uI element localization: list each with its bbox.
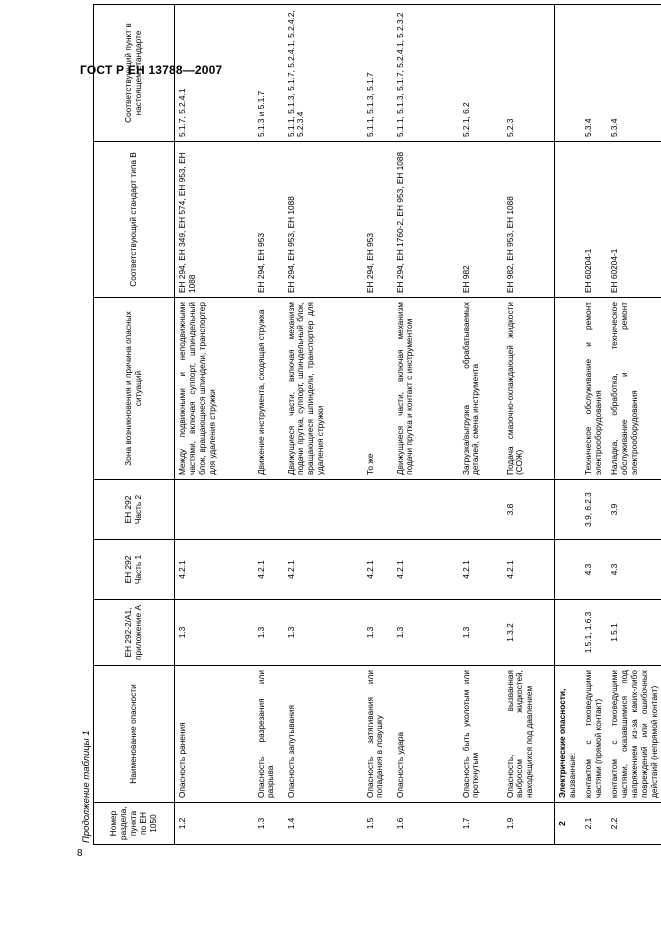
hazards-table bbox=[93, 4, 661, 845]
clause-ref: 5.2.1, 6.2 bbox=[459, 5, 503, 142]
clause-ref: 5.1.1, 5.1.3, 5.1.7, 5.2.4.1, 5.2.3.2 bbox=[393, 5, 459, 142]
en292-part2-ref bbox=[175, 480, 254, 540]
row-number: 1.5 bbox=[363, 803, 393, 845]
table-header-row bbox=[94, 5, 175, 845]
hazard-zone: Техническое обслуживание и ремонт электрооборудования bbox=[581, 298, 607, 480]
row-number: 1.7 bbox=[459, 803, 503, 845]
en292-part1-ref: 4.2.1 bbox=[175, 540, 254, 600]
type-b-standard: ЕН 60204-1 bbox=[581, 142, 607, 298]
hazard-name: Опасность быть уколотым или проткнутым bbox=[459, 666, 503, 803]
section-title: Электрические опасности, bbox=[557, 688, 567, 798]
type-b-standard: ЕН 982 bbox=[459, 142, 503, 298]
clause-ref: 5.1.1, 5.1.3, 5.1.7 bbox=[363, 5, 393, 142]
en292-part2-ref bbox=[363, 480, 393, 540]
col-header-annex-a: ЕН 292-2/А1, приложение А bbox=[94, 600, 175, 666]
table-row bbox=[284, 5, 363, 845]
en292-part1-ref: 4.3 bbox=[607, 540, 661, 600]
annex-a-ref: 1.5.1 bbox=[607, 600, 661, 666]
row-number: 1.4 bbox=[284, 803, 363, 845]
row-number: 1.2 bbox=[175, 803, 254, 845]
hazard-zone: То же bbox=[363, 298, 393, 480]
en292-part1-ref: 4.3 bbox=[581, 540, 607, 600]
type-b-standard: ЕН 294, ЕН 953, ЕН 1088 bbox=[284, 142, 363, 298]
type-b-standard: ЕН 982, ЕН 953, ЕН 1088 bbox=[503, 142, 555, 298]
col-header-hazard-name: Наименование опасности bbox=[94, 666, 175, 803]
row-number: 1.9 bbox=[503, 803, 555, 845]
hazard-name: Опасность затягивания или попадания в ловушку bbox=[363, 666, 393, 803]
annex-a-ref: 1.3 bbox=[284, 600, 363, 666]
hazard-name: Опасность, вызванная выбросом жидкостей, находящихся под давлением bbox=[503, 666, 555, 803]
table-row bbox=[459, 5, 503, 845]
section-subtitle: вызванные: bbox=[566, 752, 577, 798]
row-number: 1.3 bbox=[254, 803, 284, 845]
type-b-standard: ЕН 294, ЕН 953 bbox=[363, 142, 393, 298]
table-row bbox=[581, 5, 607, 845]
en292-part2-ref bbox=[393, 480, 459, 540]
annex-a-ref: 1.3.2 bbox=[503, 600, 555, 666]
hazard-name: Опасность разрезания или разрыва bbox=[254, 666, 284, 803]
hazard-zone: Загрузка/выгрузка обрабатываемых деталей, смена инструмента bbox=[459, 298, 503, 480]
table-caption: Продолжение таблицы 1 bbox=[81, 730, 92, 843]
col-header-en292-part1: ЕН 292 Часть 1 bbox=[94, 540, 175, 600]
en292-part2-ref bbox=[459, 480, 503, 540]
hazard-zone: Между подвижными и неподвижными частями, включая суппорт, шпиндельный блок, вращающиеся шпиндели, транспортер для удаления стружки bbox=[175, 298, 254, 480]
col-header-en292-part2: ЕН 292 Часть 2 bbox=[94, 480, 175, 540]
hazard-zone: Движущиеся части, включая механизм подачи прутка и контакт с инструментом bbox=[393, 298, 459, 480]
clause-ref: 5.1.1, 5.1.3, 5.1.7, 5.2.4.1, 5.2.4.2, 5.2.3.4 bbox=[284, 5, 363, 142]
annex-a-ref: 1.3 bbox=[254, 600, 284, 666]
hazard-name: контактом с токоведущими частями (прямой контакт) bbox=[581, 666, 607, 803]
annex-a-ref: 1.3 bbox=[393, 600, 459, 666]
en292-part1-ref: 4.2.1 bbox=[459, 540, 503, 600]
annex-a-ref: 1.5.1, 1.6.3 bbox=[581, 600, 607, 666]
en292-part2-ref bbox=[284, 480, 363, 540]
clause-ref: 5.2.3 bbox=[503, 5, 555, 142]
en292-part1-ref: 4.2.1 bbox=[363, 540, 393, 600]
col-header-zone: Зона возникновения и причина опасных ситуаций bbox=[94, 298, 175, 480]
type-b-standard: ЕН 60204-1 bbox=[607, 142, 661, 298]
annex-a-ref: 1.3 bbox=[459, 600, 503, 666]
hazard-zone: Подача смазочно-охлаждающей жидкости (СОЖ) bbox=[503, 298, 555, 480]
hazard-name: контактом с токоведущими частями, оказавшимися под напряжением из-за каких-либо повреждений или ошибочных действий (непрямой контакт) bbox=[607, 666, 661, 803]
type-b-standard: ЕН 294, ЕН 953 bbox=[254, 142, 284, 298]
section-title-cell bbox=[555, 666, 581, 803]
type-b-standard: ЕН 294, ЕН 1760-2, ЕН 953, ЕН 1088 bbox=[393, 142, 459, 298]
table-row bbox=[503, 5, 555, 845]
clause-ref: 5.1.3 и 5.1.7 bbox=[254, 5, 284, 142]
clause-ref: 5.3.4 bbox=[607, 5, 661, 142]
section-header-row bbox=[555, 5, 581, 845]
clause-ref: 5.1.7, 5.2.4.1 bbox=[175, 5, 254, 142]
hazard-name: Опасность запутывания bbox=[284, 666, 363, 803]
table-row bbox=[363, 5, 393, 845]
row-number: 2.2 bbox=[607, 803, 661, 845]
en292-part1-ref: 4.2.1 bbox=[393, 540, 459, 600]
hazard-zone: Наладка, обработка, техническое обслуживание и ремонт электрооборудования bbox=[607, 298, 661, 480]
table-row bbox=[607, 5, 661, 845]
table-row bbox=[393, 5, 459, 845]
col-header-type-b-standard: Соответствующий стандарт типа В bbox=[94, 142, 175, 298]
clause-ref: 5.3.4 bbox=[581, 5, 607, 142]
en292-part2-ref: 3.8 bbox=[503, 480, 555, 540]
annex-a-ref: 1.3 bbox=[363, 600, 393, 666]
hazard-zone: Движущиеся части, включая механизм подачи прутка, суппорт, шпиндельный блок, вращающиеся шпиндели, транспортер для удаления стружки bbox=[284, 298, 363, 480]
section-number: 2 bbox=[555, 803, 581, 845]
row-number: 1.6 bbox=[393, 803, 459, 845]
annex-a-ref: 1.3 bbox=[175, 600, 254, 666]
hazard-zone: Движение инструмента, сходящая стружка bbox=[254, 298, 284, 480]
en292-part1-ref: 4.2.1 bbox=[503, 540, 555, 600]
table-row bbox=[175, 5, 254, 845]
col-header-number: Номер раздела, пункта по ЕН 1050 bbox=[94, 803, 175, 845]
hazard-name: Опасность удара bbox=[393, 666, 459, 803]
rotated-sheet bbox=[81, 5, 659, 845]
en292-part2-ref bbox=[254, 480, 284, 540]
page-number: 8 bbox=[77, 848, 83, 859]
document-title: ГОСТ Р ЕН 13788—2007 bbox=[80, 63, 223, 77]
en292-part2-ref: 3.9, 6.2.3 bbox=[581, 480, 607, 540]
hazard-name: Опасность ранения bbox=[175, 666, 254, 803]
table-row bbox=[254, 5, 284, 845]
en292-part1-ref: 4.2.1 bbox=[254, 540, 284, 600]
type-b-standard: ЕН 294, ЕН 349, ЕН 574, ЕН 953, ЕН 1088 bbox=[175, 142, 254, 298]
row-number: 2.1 bbox=[581, 803, 607, 845]
en292-part2-ref: 3.9 bbox=[607, 480, 661, 540]
en292-part1-ref: 4.2.1 bbox=[284, 540, 363, 600]
col-header-clause: Соответствующий пункт в настоящем стандарте bbox=[94, 5, 175, 142]
